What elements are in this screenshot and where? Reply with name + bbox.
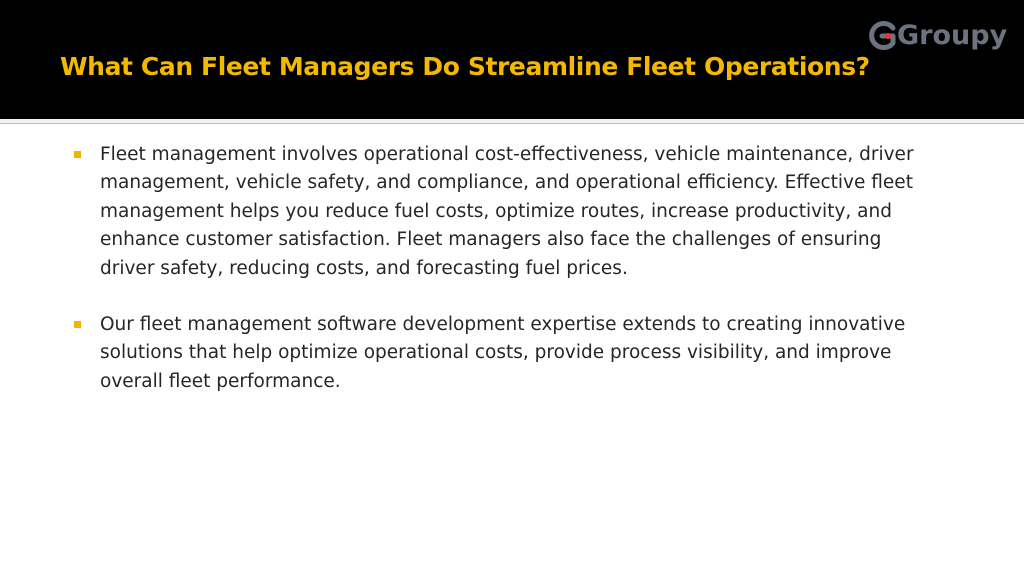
groupy-logo [864, 16, 1014, 54]
bullet-list [74, 141, 924, 424]
bullet-item-2 [74, 311, 924, 396]
header-divider [0, 119, 1024, 124]
logo-accent-dot-icon [885, 33, 891, 39]
bullet-text-1: Fleet management involves operational cost-effectiveness, vehicle maintenance, driver management, vehicle safety, and compliance, and operational efficiency. Effective fleet management helps you reduce fuel costs, optimize routes, increase productivity, and enhance customer satisfaction. Fleet managers also face the challenges of ensuring driver safety, reducing costs, and forecasting fuel prices. [100, 144, 914, 279]
bullet-item-1 [74, 141, 924, 283]
bullet-text-2: Our fleet management software development expertise extends to creating innovative solutions that help optimize operational costs, provide process visibility, and improve overall fleet performance. [100, 314, 906, 392]
slide-header [0, 0, 1024, 119]
slide-title: What Can Fleet Managers Do Streamline Fleet Operations? [60, 52, 870, 81]
square-bullet-icon [74, 321, 81, 328]
square-bullet-icon [74, 151, 81, 158]
logo-text: Groupy [897, 20, 1008, 51]
